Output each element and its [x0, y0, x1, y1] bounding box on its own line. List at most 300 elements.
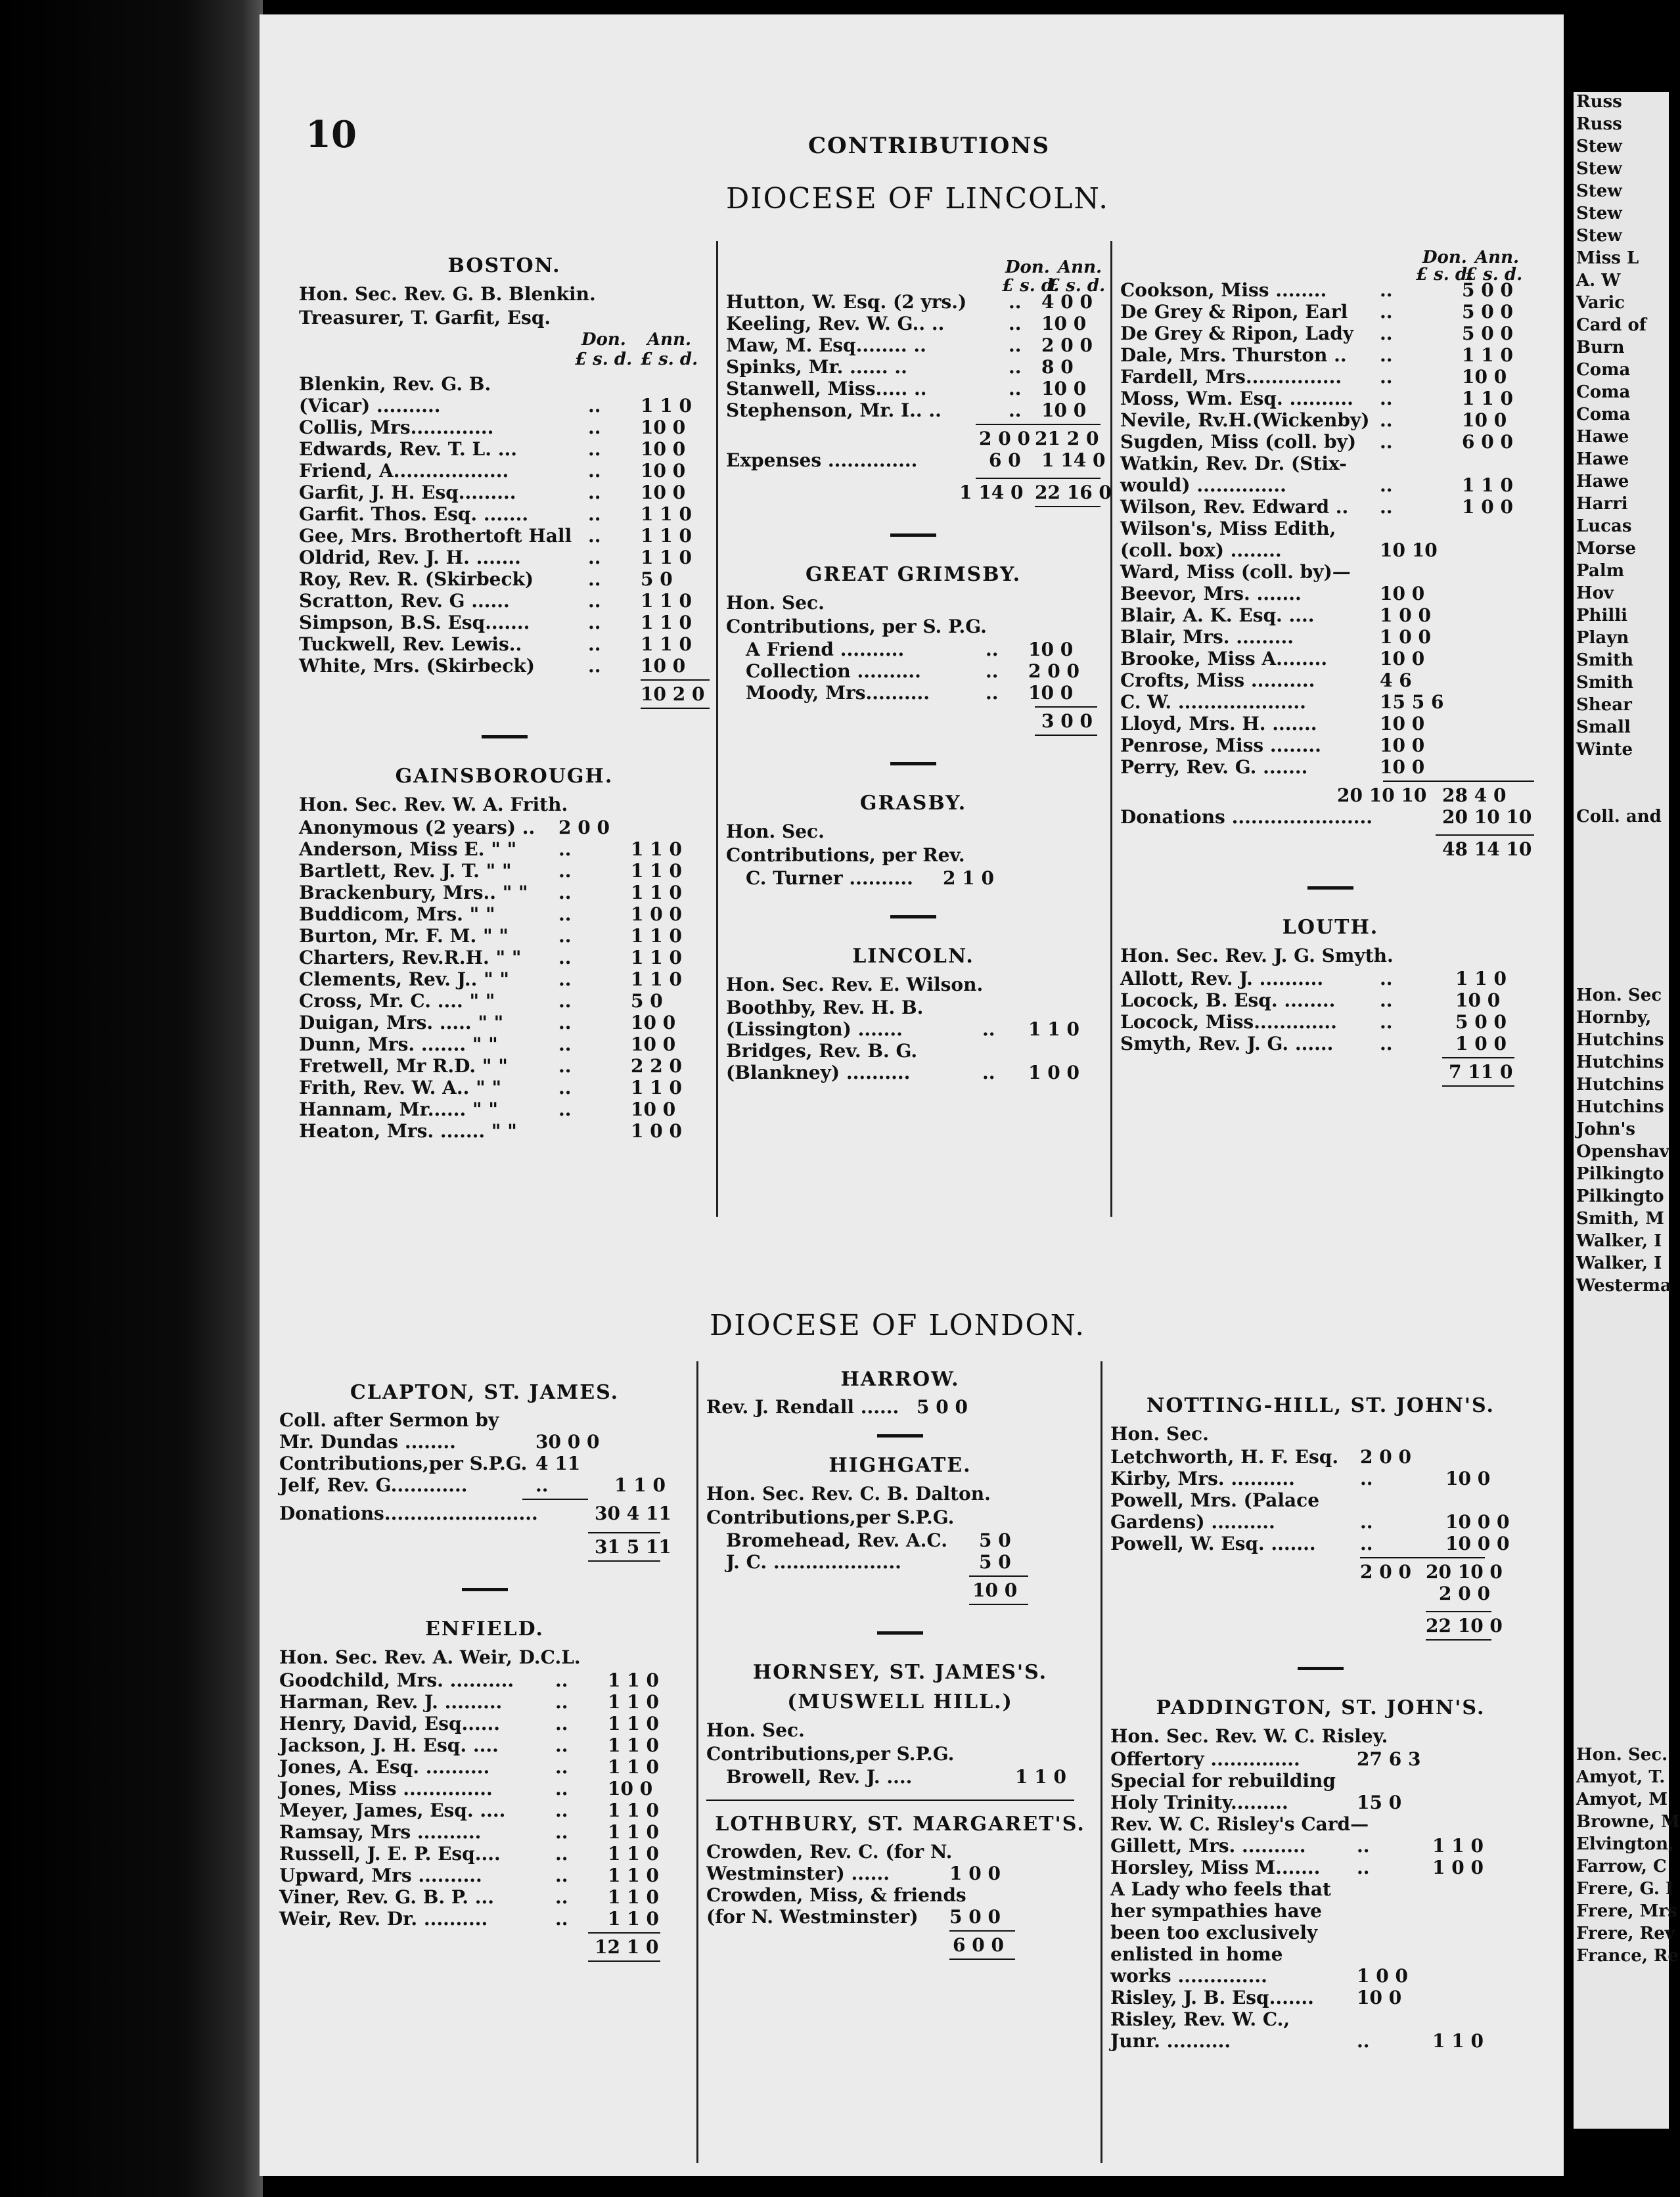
column-rule [716, 241, 718, 1217]
contributor-name: Dunn, Mrs. ....... " " [299, 1033, 498, 1055]
next-page-line: Small [1576, 717, 1631, 737]
contributor-name: Westminster) ...... [706, 1863, 890, 1884]
donation-amount: .. [558, 882, 572, 903]
ledger-row [1120, 1011, 1541, 1033]
donation-amount: .. [1380, 323, 1393, 344]
contributor-name: Brackenbury, Mrs.. " " [299, 882, 528, 903]
donations-value: 30 4 11 [595, 1503, 671, 1524]
contributor-name: Blair, Mrs. ......... [1120, 626, 1294, 648]
annual-amount: 4 0 0 [1041, 291, 1093, 313]
donation-amount: .. [588, 438, 601, 460]
contributor-name: Simpson, B.S. Esq....... [299, 612, 530, 633]
donation-amount: .. [558, 1033, 572, 1055]
next-page-line: Miss L [1576, 248, 1639, 268]
section-dash [1298, 1667, 1344, 1670]
contributor-name: Edwards, Rev. T. L. ... [299, 438, 517, 460]
annual-amount: 10 0 [1028, 682, 1074, 704]
column-headings [726, 248, 1106, 296]
contributor-name: Powell, W. Esq. ....... [1110, 1533, 1316, 1554]
ledger-row [706, 1396, 1094, 1418]
rule [949, 1959, 1015, 1960]
annual-amount: 10 0 [1455, 989, 1501, 1011]
contributor-name: De Grey & Ripon, Lady [1120, 323, 1354, 344]
donation-amount: .. [558, 990, 572, 1012]
annual-amount: 2 0 0 [1028, 660, 1079, 682]
annual-amount: 10 0 [1041, 313, 1087, 334]
contributor-name: Powell, Mrs. (Palace [1110, 1489, 1320, 1511]
ledger-row [299, 1033, 710, 1055]
ledger-row [1110, 1943, 1531, 1965]
column-headings [1120, 248, 1541, 284]
contributor-name: Burton, Mr. F. M. " " [299, 925, 509, 947]
donation-amount: 1 0 0 [1357, 1965, 1408, 1987]
ann-heading: Ann. [647, 330, 692, 350]
lincoln-list [726, 997, 1101, 1083]
section-dash [877, 1631, 923, 1635]
notting-hill-total-value: 22 10 0 [1426, 1615, 1503, 1637]
ledger-row [279, 1778, 690, 1800]
enfield-list [279, 1669, 690, 1930]
ledger-row [1120, 691, 1541, 713]
total-don: 1 14 0 [959, 482, 1024, 503]
donation-amount: 10 0 [1380, 713, 1425, 735]
contributor-name: Contributions,per S.P.G. [279, 1453, 528, 1474]
contributor-name: Jones, A. Esq. .......... [279, 1756, 490, 1778]
hornsey-intro: Contributions,per S.P.G. [706, 1743, 955, 1765]
contributor-name: Rev. J. Rendall ...... [706, 1396, 899, 1418]
contributor-name: Stanwell, Miss..... .. [726, 378, 927, 399]
donation-amount: .. [555, 1778, 568, 1800]
ledger-row [1110, 1835, 1531, 1857]
ledger-row [1110, 1511, 1531, 1533]
annual-amount: 1 1 0 [1462, 344, 1513, 366]
contributor-name: Frith, Rev. W. A.. " " [299, 1077, 502, 1098]
donation-amount: 2 1 0 [943, 867, 994, 889]
subtotal-don: 20 10 10 [1337, 784, 1427, 806]
donations-label: Donations........................ [279, 1503, 538, 1524]
units-heading: £ s. d. [641, 350, 698, 369]
donation-amount: .. [986, 682, 999, 704]
expenses-row [726, 449, 1106, 471]
highgate-total [706, 1579, 1094, 1601]
contributor-name: Brooke, Miss A........ [1120, 648, 1328, 669]
rule [588, 1960, 660, 1962]
next-page-line: Pilkingto [1576, 1187, 1664, 1206]
donation-amount: .. [588, 590, 601, 612]
rule [588, 1532, 660, 1533]
section-subtitle-hornsey: (MUSWELL HILL.) [787, 1690, 1013, 1713]
ledger-row [1120, 344, 1541, 366]
ledger-row [1120, 409, 1541, 431]
next-page-line: Card of [1576, 315, 1646, 335]
ledger-row [1110, 1533, 1531, 1554]
donation-amount: .. [555, 1865, 568, 1886]
ledger-row [299, 568, 710, 590]
expenses-label: Expenses .............. [726, 449, 918, 471]
donation-amount: .. [555, 1756, 568, 1778]
donation-amount: .. [1360, 1533, 1373, 1554]
annual-amount: 10 0 [1028, 639, 1074, 660]
section-title-boston: BOSTON. [447, 254, 561, 277]
column-rule [1101, 1361, 1102, 2163]
next-page-line: Browne, M [1576, 1812, 1680, 1832]
donation-amount: .. [588, 395, 601, 417]
next-page-line: Amyot, M [1576, 1790, 1668, 1809]
ledger-row [1110, 1748, 1531, 1770]
column-headings [299, 330, 710, 373]
donation-amount: 1 0 0 [1380, 626, 1431, 648]
ledger-row [1120, 583, 1541, 604]
contributor-name: Cookson, Miss ........ [1120, 279, 1327, 301]
donation-amount: .. [1380, 1033, 1393, 1054]
ledger-row [726, 291, 1101, 313]
next-page-line: Smith, M [1576, 1209, 1664, 1229]
contributor-name: Heaton, Mrs. ....... " " [299, 1120, 517, 1142]
ledger-row [706, 1766, 1094, 1788]
ledger-row [726, 1018, 1101, 1040]
ledger-row [1120, 539, 1541, 561]
annual-amount: 1 1 0 [641, 547, 692, 568]
ledger-row [1110, 1922, 1531, 1943]
annual-amount: 1 1 0 [1432, 2030, 1484, 2052]
grasby-intro: Contributions, per Rev. [726, 844, 965, 866]
ledger-row [1110, 1987, 1531, 2008]
contributor-name: De Grey & Ripon, Earl [1120, 301, 1348, 323]
ledger-row [706, 1906, 1094, 1928]
ledger-row [299, 503, 710, 525]
contributor-name: Scratton, Rev. G ...... [299, 590, 510, 612]
next-page-line: Hon. Sec. [1576, 1745, 1668, 1765]
boston-hon-sec: Hon. Sec. Rev. G. B. Blenkin. [299, 283, 596, 305]
ledger-row [299, 882, 710, 903]
next-page-line: Hawe [1576, 472, 1629, 491]
contributor-name: Penrose, Miss ........ [1120, 735, 1321, 756]
contributor-name: (Lissington) ....... [726, 1018, 903, 1040]
annual-amount: 10 0 [641, 417, 686, 438]
contributor-name: Boothby, Rev. H. B. [726, 997, 924, 1018]
contributor-name: (Vicar) .......... [299, 395, 441, 417]
donation-amount: .. [588, 655, 601, 677]
clapton-donations [279, 1503, 690, 1524]
ledger-row [1120, 518, 1541, 539]
ledger-row [1120, 756, 1541, 778]
donation-amount: .. [1380, 989, 1393, 1011]
contributor-name: Goodchild, Mrs. .......... [279, 1669, 514, 1691]
section-title-hornsey: HORNSEY, ST. JAMES'S. [752, 1661, 1048, 1684]
next-page-line: Stew [1576, 159, 1622, 179]
ledger-row [726, 682, 1101, 704]
rule [641, 679, 710, 681]
lincoln-column-3 [1120, 248, 1541, 1089]
ledger-row [1110, 1792, 1531, 1813]
next-page-line: Walker, I [1576, 1254, 1662, 1273]
donation-amount: .. [1360, 1511, 1373, 1533]
contributor-name: Fardell, Mrs............... [1120, 366, 1342, 388]
ledger-row [706, 1863, 1094, 1884]
next-page-line: Openshav [1576, 1142, 1669, 1162]
next-page-line: Winte [1576, 740, 1633, 759]
contributor-name: Allott, Rev. J. .......... [1120, 968, 1324, 989]
contributor-name: Moss, Wm. Esq. .......... [1120, 388, 1353, 409]
section-title-paddington: PADDINGTON, ST. JOHN'S. [1156, 1696, 1486, 1719]
contributor-name: Spinks, Mr. ...... .. [726, 356, 907, 378]
subtotal-don: 2 0 0 [1360, 1561, 1411, 1583]
contributor-name: Henry, David, Esq...... [279, 1713, 501, 1734]
annual-amount: 1 1 0 [608, 1821, 659, 1843]
donation-amount: .. [1009, 291, 1022, 313]
ledger-row [1120, 604, 1541, 626]
donation-amount: 2 0 0 [1360, 1446, 1411, 1468]
ledger-row [299, 612, 710, 633]
clapton-total [279, 1536, 690, 1558]
units-heading: £ s. d. [1048, 276, 1106, 296]
contributor-name: Gardens) .......... [1110, 1511, 1275, 1533]
notting-hill-hon-sec: Hon. Sec. [1110, 1423, 1209, 1445]
subtotal-don: 2 0 0 [979, 428, 1030, 449]
contributor-name: Fretwell, Mr R.D. " " [299, 1055, 508, 1077]
donation-amount: .. [558, 838, 572, 860]
ledger-row [1120, 323, 1541, 344]
donation-amount: 10 0 [1380, 735, 1425, 756]
donation-amount: .. [982, 1062, 995, 1083]
annual-amount: 1 1 0 [641, 503, 692, 525]
clapton-list [279, 1409, 690, 1496]
ledger-row [299, 990, 710, 1012]
contributor-name: A Lady who feels that [1110, 1878, 1331, 1900]
annual-amount: 1 1 0 [608, 1734, 659, 1756]
lothbury-list [706, 1841, 1094, 1928]
ledger-row [1120, 561, 1541, 583]
harrow-list [706, 1396, 1094, 1418]
next-page-line: Amyot, T. [1576, 1767, 1666, 1787]
donation-amount: .. [1380, 968, 1393, 989]
contributor-name: C. W. .................... [1120, 691, 1306, 713]
contributor-name: Offertory .............. [1110, 1748, 1300, 1770]
annual-amount: 1 1 0 [1432, 1835, 1484, 1857]
notting-hill-total [1110, 1615, 1531, 1637]
ledger-row [279, 1453, 690, 1474]
notting-hill-add [1110, 1583, 1531, 1604]
annual-amount: 10 0 [1462, 366, 1507, 388]
highgate-intro: Contributions,per S.P.G. [706, 1506, 955, 1528]
donation-amount: .. [558, 947, 572, 968]
donation-amount: .. [588, 612, 601, 633]
annual-amount: 1 1 0 [1015, 1766, 1066, 1788]
donation-amount: 30 0 0 [535, 1431, 600, 1453]
ledger-row [279, 1756, 690, 1778]
annual-amount: 1 1 0 [641, 590, 692, 612]
donation-amount: 5 0 [979, 1529, 1011, 1551]
annual-amount: 1 1 0 [631, 968, 682, 990]
contributor-name: (for N. Westminster) [706, 1906, 919, 1928]
rule [522, 1499, 588, 1500]
section-title-highgate: HIGHGATE. [829, 1454, 972, 1477]
next-page-line: Hawe [1576, 449, 1629, 469]
next-page-line: Smith [1576, 650, 1634, 670]
col2-top-list [726, 291, 1101, 421]
ledger-row [726, 378, 1101, 399]
next-page-line: Russ [1576, 92, 1622, 112]
ledger-row [279, 1821, 690, 1843]
ledger-row [1120, 388, 1541, 409]
next-page-line: Coma [1576, 405, 1631, 424]
ledger-row [279, 1431, 690, 1453]
contributor-name: Locock, B. Esq. ........ [1120, 989, 1336, 1011]
boston-total-value: 10 2 0 [641, 683, 705, 705]
contributor-name: Jackson, J. H. Esq. .... [279, 1734, 499, 1756]
donation-amount: .. [588, 633, 601, 655]
section-title-enfield: ENFIELD. [425, 1618, 544, 1641]
contributor-name: Stephenson, Mr. I.. .. [726, 399, 942, 421]
ledger-row [1120, 626, 1541, 648]
contributor-name: Roy, Rev. R. (Skirbeck) [299, 568, 534, 590]
annual-amount: 10 0 [631, 1012, 676, 1033]
contributor-name: Weir, Rev. Dr. .......... [279, 1908, 488, 1930]
ledger-row [726, 313, 1101, 334]
contributor-name: Lloyd, Mrs. H. ....... [1120, 713, 1317, 735]
ann-heading: Ann. [1058, 258, 1102, 277]
contributor-name: Sugden, Miss (coll. by) [1120, 431, 1357, 453]
units-heading: £ s. d. [1002, 276, 1060, 296]
rule [949, 1930, 1015, 1932]
next-page-line: France, Re [1576, 1946, 1679, 1966]
donation-amount: .. [1009, 399, 1022, 421]
rule [1442, 1057, 1514, 1058]
annual-amount: 1 1 0 [608, 1886, 659, 1908]
contributor-name: White, Mrs. (Skirbeck) [299, 655, 535, 677]
donation-amount: .. [555, 1734, 568, 1756]
contributor-name: Jones, Miss .............. [279, 1778, 493, 1800]
annual-amount: 1 0 0 [1432, 1857, 1484, 1878]
donation-amount: .. [1380, 388, 1393, 409]
ledger-row [299, 1077, 710, 1098]
contributor-name: (coll. box) ........ [1120, 539, 1282, 561]
ledger-row [726, 639, 1101, 660]
london-column-3 [1110, 1361, 1531, 2052]
rule [1035, 735, 1097, 736]
next-page-line: Hutchins [1576, 1075, 1664, 1095]
ledger-row [299, 395, 710, 417]
enfield-hon-sec: Hon. Sec. Rev. A. Weir, D.C.L. [279, 1646, 581, 1668]
annual-amount: 1 1 0 [1462, 474, 1513, 496]
grimsby-intro: Contributions, per S. P.G. [726, 616, 987, 637]
ledger-row [299, 968, 710, 990]
lothbury-total [706, 1934, 1094, 1956]
contributor-name: Dale, Mrs. Thurston .. [1120, 344, 1347, 366]
contributor-name: Bartlett, Rev. J. T. " " [299, 860, 512, 882]
contributor-name: Risley, Rev. W. C., [1110, 2008, 1290, 2030]
ledger-row [726, 1040, 1101, 1062]
annual-amount: 1 0 0 [631, 1120, 682, 1142]
subtotal-ann: 20 10 0 [1426, 1561, 1503, 1583]
annual-amount: 1 1 0 [641, 612, 692, 633]
donation-amount: 5 0 0 [949, 1906, 1001, 1928]
donation-amount: 10 0 [1357, 1987, 1402, 2008]
next-page-line: Harri [1576, 494, 1628, 514]
rule [1436, 834, 1534, 836]
contributor-name: Junr. .......... [1110, 2030, 1231, 2052]
contributor-name: Crofts, Miss .......... [1120, 669, 1315, 691]
donation-amount: .. [1380, 496, 1393, 518]
donation-amount: 10 0 [1380, 756, 1425, 778]
donation-amount: .. [558, 1077, 572, 1098]
annual-amount: 1 1 0 [608, 1908, 659, 1930]
next-page-line: Hutchins [1576, 1097, 1664, 1117]
annual-amount: 10 0 [641, 460, 686, 482]
clapton-total-value: 31 5 11 [595, 1536, 671, 1558]
notting-hill-list [1110, 1446, 1531, 1554]
contributor-name: Bromehead, Rev. A.C. [726, 1529, 947, 1551]
section-title-lothbury: LOTHBURY, ST. MARGARET'S. [715, 1813, 1085, 1836]
ledger-row [279, 1474, 690, 1496]
contributor-name: Duigan, Mrs. ..... " " [299, 1012, 504, 1033]
donation-amount: .. [555, 1908, 568, 1930]
donation-amount: .. [1009, 356, 1022, 378]
contributor-name: Wilson's, Miss Edith, [1120, 518, 1336, 539]
contributor-name: Risley, J. B. Esq....... [1110, 1987, 1314, 2008]
ledger-row [299, 438, 710, 460]
contributor-name: Viner, Rev. G. B. P. ... [279, 1886, 495, 1908]
rule [976, 478, 1101, 479]
ledger-row [726, 660, 1101, 682]
next-page-line: Walker, I [1576, 1231, 1662, 1251]
annual-amount: 6 0 0 [1462, 431, 1513, 453]
gainsborough-list [299, 817, 710, 1142]
subtotal-ann: 28 4 0 [1442, 784, 1507, 806]
next-page-line: Stew [1576, 137, 1622, 156]
ledger-row [279, 1908, 690, 1930]
annual-amount: 5 0 0 [1455, 1011, 1507, 1033]
contributor-name: enlisted in home [1110, 1943, 1283, 1965]
donation-amount: .. [558, 903, 572, 925]
ledger-row [299, 817, 710, 838]
donation-amount: .. [558, 1098, 572, 1120]
ledger-row [1120, 968, 1541, 989]
donation-amount: 4 6 [1380, 669, 1412, 691]
notting-hill-subtotal [1110, 1561, 1531, 1583]
contributor-name: Crowden, Rev. C. (for N. [706, 1841, 953, 1863]
total-ann: 22 16 0 [1035, 482, 1112, 503]
section-title-grasby: GRASBY. [859, 792, 967, 815]
next-page-line: John's [1576, 1120, 1636, 1139]
rule [641, 708, 710, 709]
donation-amount: .. [555, 1713, 568, 1734]
ledger-row [279, 1734, 690, 1756]
section-title-great-grimsby: GREAT GRIMSBY. [805, 563, 1022, 586]
annual-amount: 1 1 0 [608, 1691, 659, 1713]
annual-amount: 10 0 [1041, 378, 1087, 399]
annual-amount: 10 0 [1462, 409, 1507, 431]
rule [1426, 1639, 1491, 1641]
ledger-row [299, 525, 710, 547]
grasby-hon-sec: Hon. Sec. [726, 821, 825, 842]
enfield-total [279, 1936, 690, 1958]
ledger-row [279, 1800, 690, 1821]
rule [588, 1560, 660, 1562]
annual-amount: 10 0 0 [1445, 1511, 1510, 1533]
next-page-line: Frere, Mrs [1576, 1901, 1677, 1921]
donation-amount: 5 0 0 [917, 1396, 968, 1418]
next-page-line: Hov [1576, 583, 1614, 603]
section-dash [890, 915, 936, 918]
section-dash [1307, 886, 1353, 890]
donation-amount: .. [555, 1821, 568, 1843]
contributor-name: Horsley, Miss M....... [1110, 1857, 1321, 1878]
donation-amount: .. [555, 1800, 568, 1821]
section-title-lincoln: LINCOLN. [852, 945, 974, 968]
donation-amount: .. [1380, 344, 1393, 366]
donation-amount: .. [1009, 334, 1022, 356]
